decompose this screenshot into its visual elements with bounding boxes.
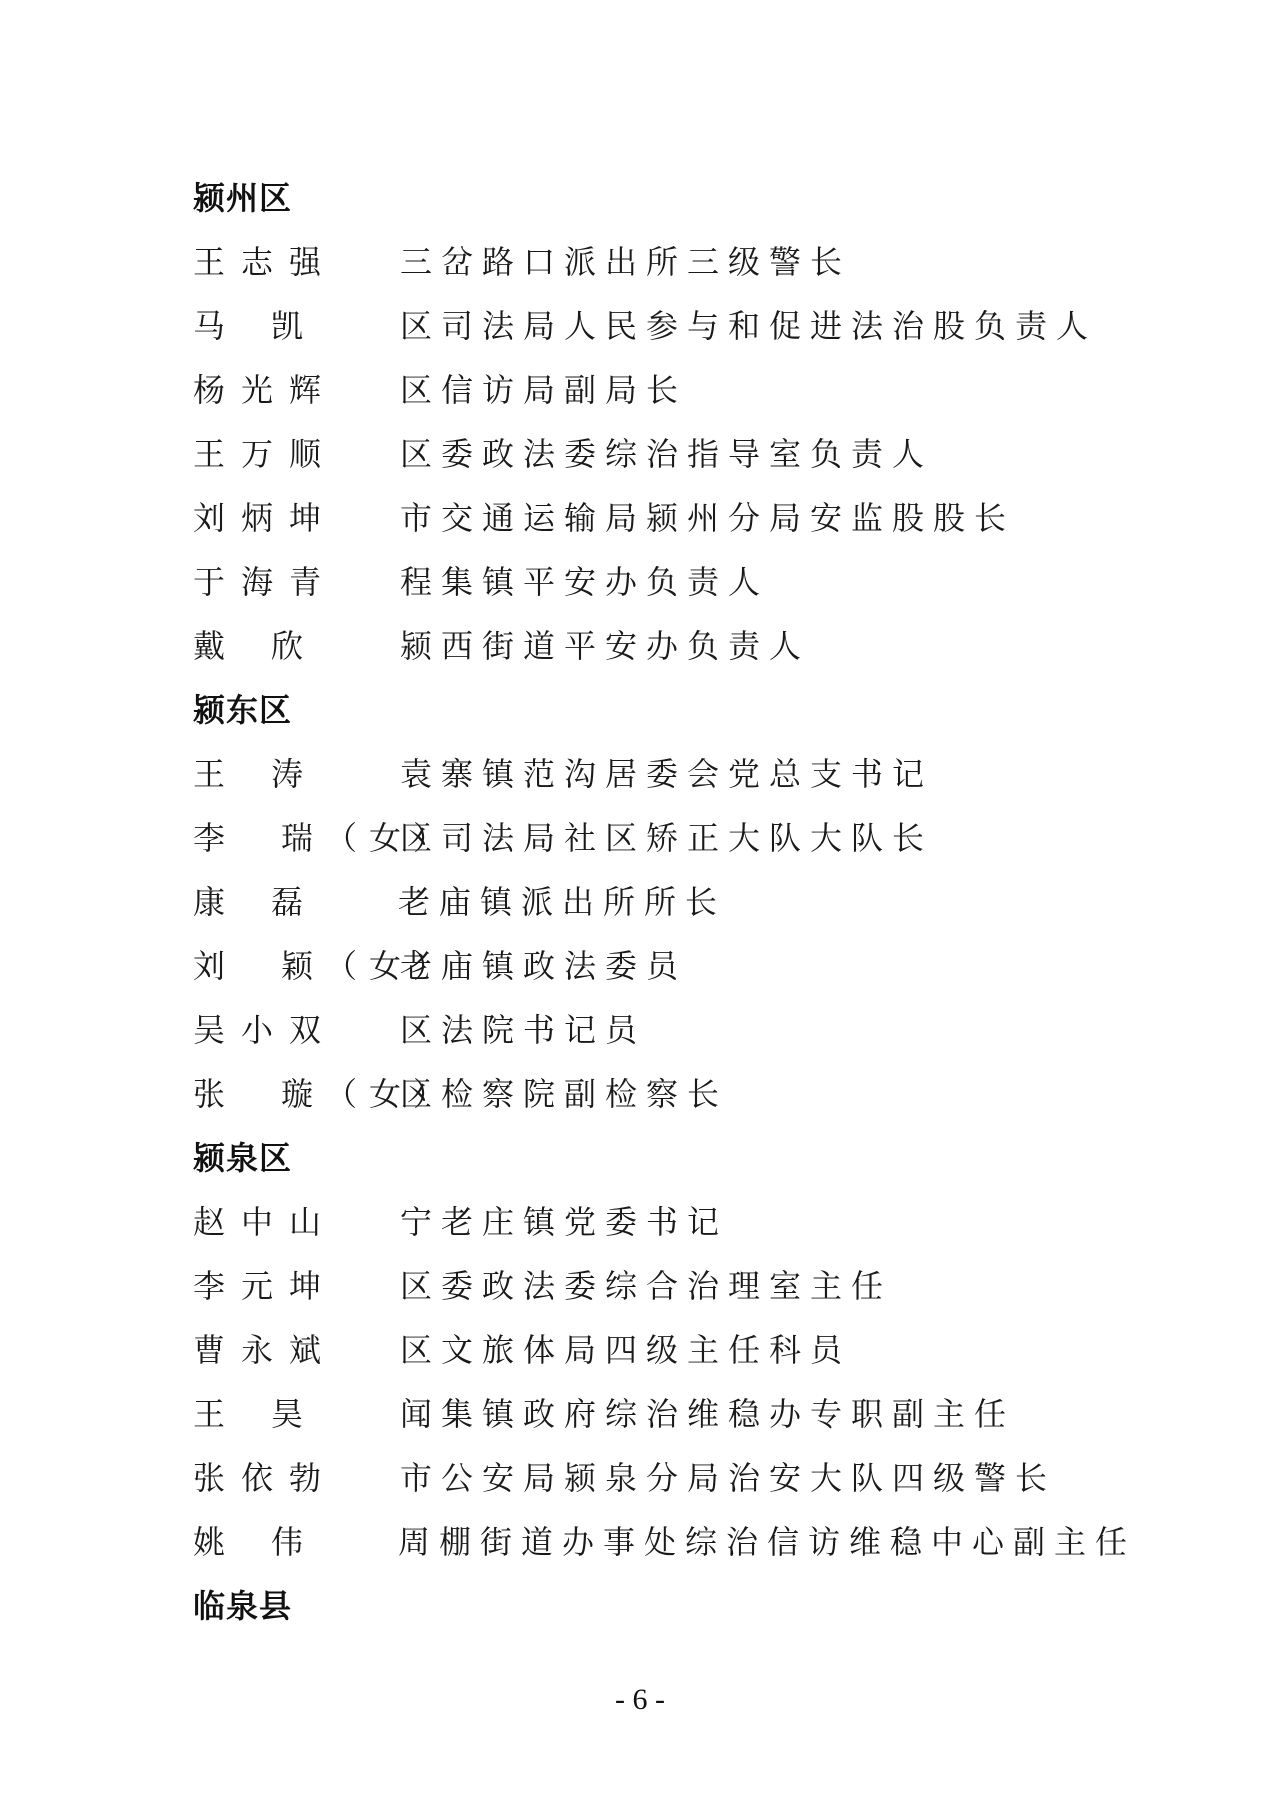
roster-row [0,741,1280,801]
person-title: 区文旅体局四级主任科员 [400,1331,852,1369]
roster-row [0,933,1280,993]
person-name: 李元坤 [193,1267,338,1305]
person-title: 宁老庄镇党委书记 [400,1203,729,1241]
roster-row [0,1509,1280,1569]
section-heading: 颍泉区 [193,1139,293,1177]
person-name: 姚伟 [193,1523,350,1561]
person-name: 张依勃 [193,1459,338,1497]
person-name: 杨光辉 [193,371,338,409]
roster-row [0,1189,1280,1249]
roster-row [0,997,1280,1057]
roster-row [0,485,1280,545]
roster-row [0,1381,1280,1441]
section-heading-yingdong [0,677,1280,737]
person-name: 张 璇（女） [193,1075,458,1113]
person-title: 程集镇平安办负责人 [400,563,770,601]
person-name: 曹永斌 [193,1331,338,1369]
person-name: 于海青 [193,563,338,601]
roster-row [0,1061,1280,1121]
roster-row [0,549,1280,609]
person-title: 区法院书记员 [400,1011,647,1049]
person-title: 老庙镇政法委员 [400,947,688,985]
person-title: 区信访局副局长 [400,371,688,409]
section-heading-linquan [0,1573,1280,1633]
person-name: 康磊 [193,883,350,921]
roster-row [0,293,1280,353]
roster-row [0,1253,1280,1313]
roster-row [0,869,1280,929]
roster-row [0,613,1280,673]
roster-row [0,229,1280,289]
person-title: 区检察院副检察长 [400,1075,729,1113]
person-title: 老庙镇派出所所长 [398,883,727,921]
person-title: 市公安局颍泉分局治安大队四级警长 [400,1459,1057,1497]
person-title: 区司法局社区矫正大队大队长 [400,819,934,857]
person-title: 区委政法委综合治理室主任 [400,1267,893,1305]
person-name: 刘 颖（女） [193,947,458,985]
person-title: 闻集镇政府综治维稳办专职副主任 [400,1395,1016,1433]
roster-row [0,805,1280,865]
person-name: 王万顺 [193,435,338,473]
roster-row [0,1445,1280,1505]
person-name: 王昊 [193,1395,350,1433]
roster-row [0,421,1280,481]
section-heading-yingquan [0,1125,1280,1185]
section-heading: 颍州区 [193,179,293,217]
section-heading: 临泉县 [193,1587,293,1625]
roster-row [0,1317,1280,1377]
person-title: 区委政法委综治指导室负责人 [400,435,934,473]
person-name: 李 瑞（女） [193,819,458,857]
person-title: 区司法局人民参与和促进法治股负责人 [400,307,1098,345]
person-name: 戴欣 [193,627,350,665]
person-title: 市交通运输局颍州分局安监股股长 [400,499,1016,537]
person-name: 王涛 [193,755,350,793]
person-name: 吴小双 [193,1011,338,1049]
section-heading: 颍东区 [193,691,293,729]
person-title: 袁寨镇范沟居委会党总支书记 [400,755,934,793]
roster-row [0,357,1280,417]
person-name: 刘炳坤 [193,499,338,537]
person-title: 颍西街道平安办负责人 [400,627,811,665]
person-title: 三岔路口派出所三级警长 [400,243,852,281]
page-number: - 6 - [615,1683,665,1716]
person-name: 马凯 [193,307,350,345]
person-title: 周棚街道办事处综治信访维稳中心副主任 [398,1523,1137,1561]
person-name: 王志强 [193,243,338,281]
section-heading-yingzhou [0,165,1280,225]
person-name: 赵中山 [193,1203,338,1241]
